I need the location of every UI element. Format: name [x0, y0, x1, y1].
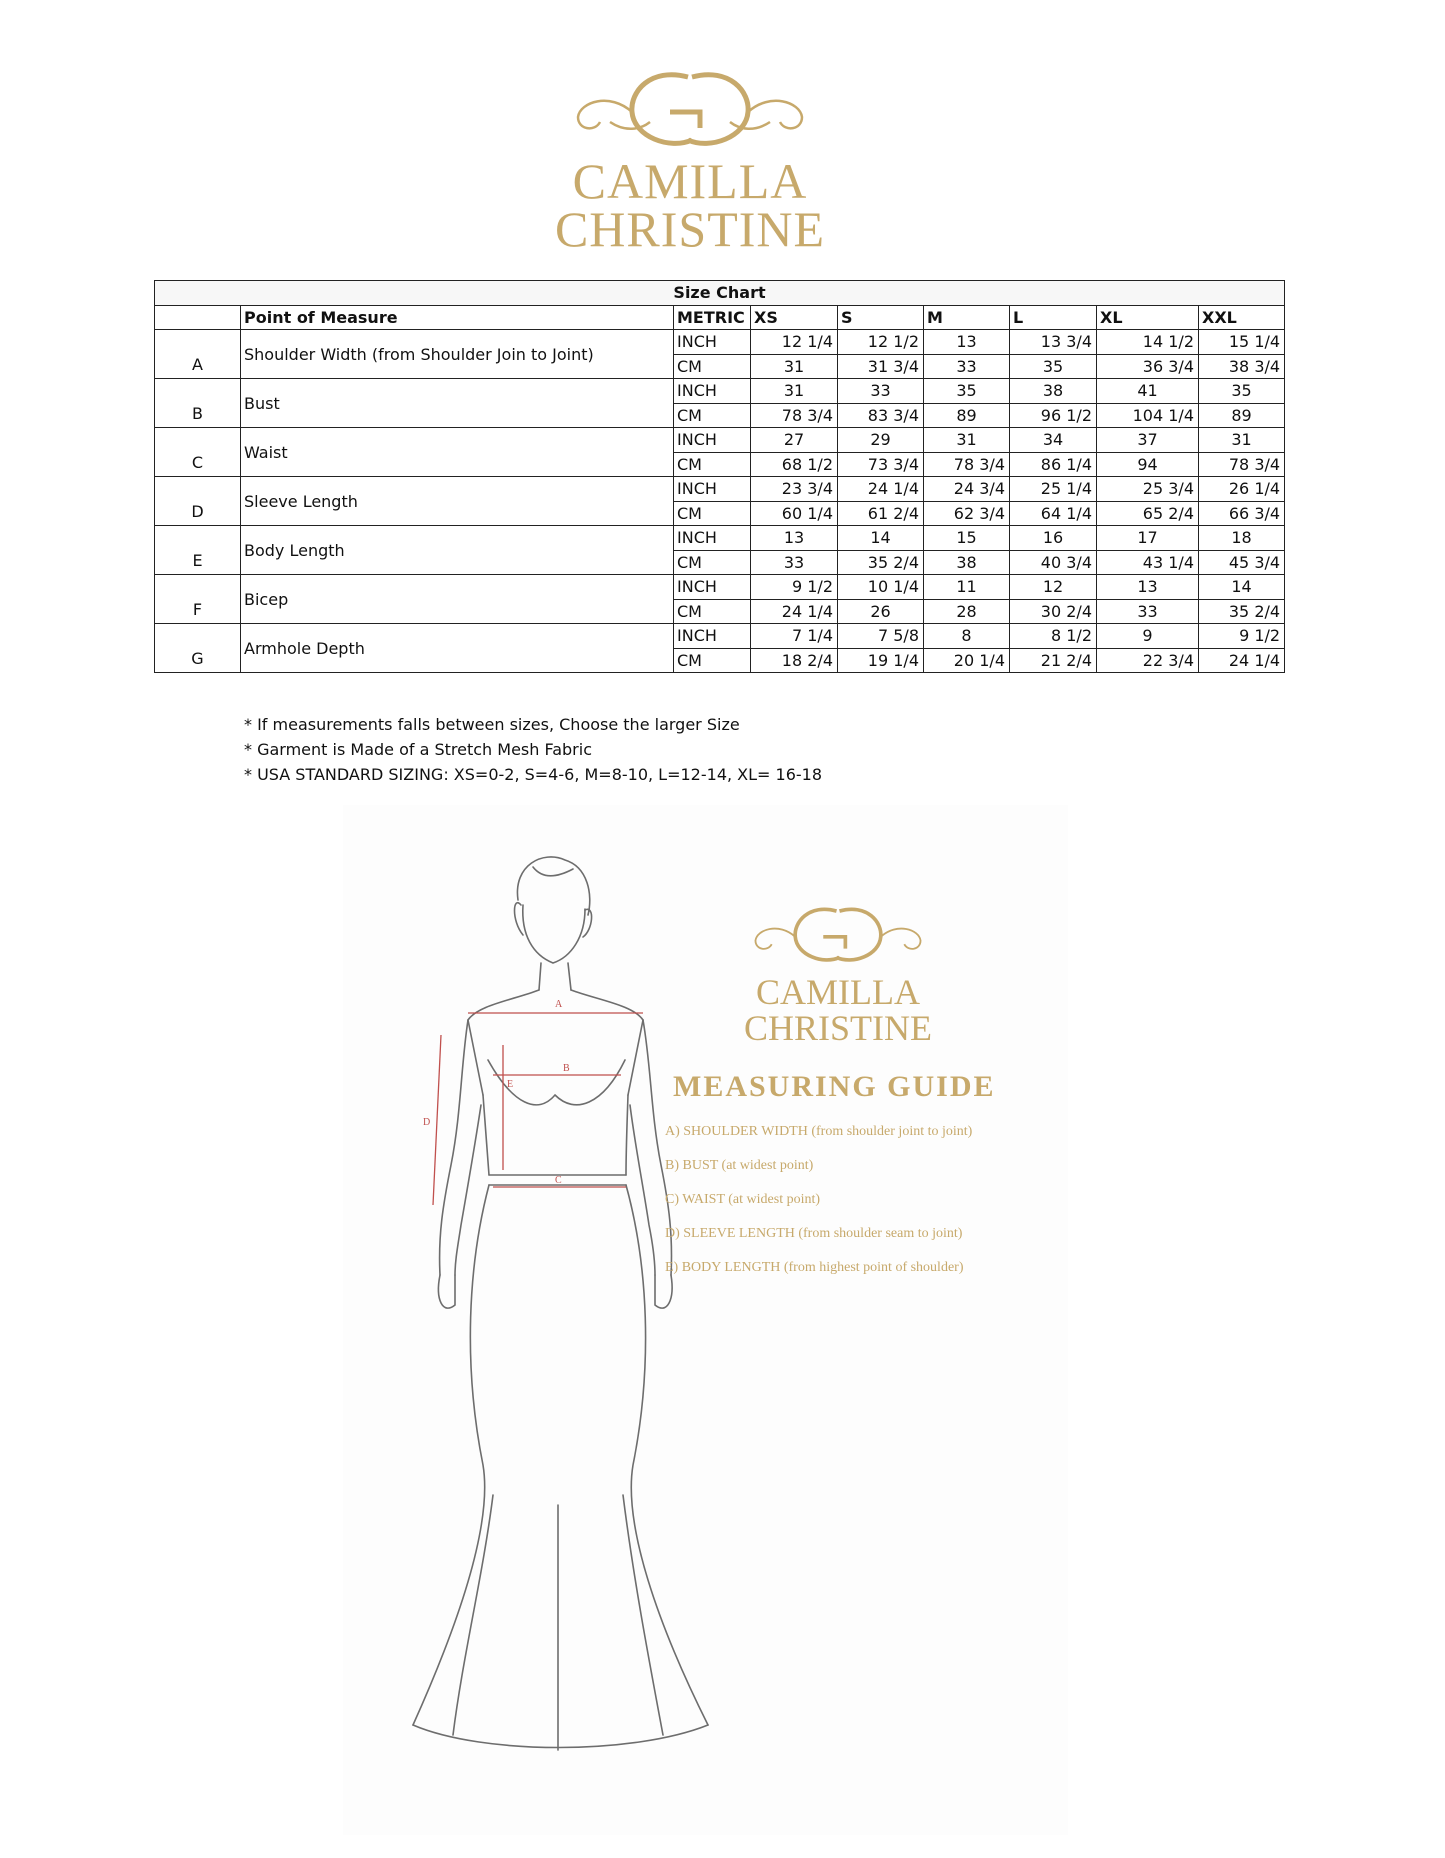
- size-value-cell: 38 3/4: [1199, 354, 1285, 379]
- size-value-cell: 12 1/4: [751, 330, 838, 355]
- measure-name: Body Length: [241, 526, 674, 575]
- size-value-cell: 60 1/4: [751, 501, 838, 526]
- size-value-cell: 23 3/4: [751, 477, 838, 502]
- size-value-cell: 26 1/4: [1199, 477, 1285, 502]
- table-row: [155, 428, 1285, 453]
- measure-name: Waist: [241, 428, 674, 477]
- mark-e: E: [507, 1079, 514, 1090]
- metric-unit: INCH: [674, 575, 751, 600]
- header-metric: METRIC: [674, 305, 751, 330]
- size-value-cell: 35: [1010, 354, 1097, 379]
- size-value-cell: 89: [1199, 403, 1285, 428]
- measure-letter: B: [155, 379, 241, 428]
- measure-name: Shoulder Width (from Shoulder Join to Joint): [241, 330, 674, 379]
- measuring-guide-panel: [343, 805, 1068, 1835]
- mark-d: D: [423, 1117, 431, 1128]
- size-value-cell: 24 1/4: [751, 599, 838, 624]
- size-value-cell: 8: [924, 624, 1010, 649]
- size-value-cell: 64 1/4: [1010, 501, 1097, 526]
- size-value-cell: 36 3/4: [1097, 354, 1199, 379]
- size-value-cell: 24 1/4: [838, 477, 924, 502]
- measure-letter: C: [155, 428, 241, 477]
- size-value-cell: 13: [751, 526, 838, 551]
- size-value-cell: 89: [924, 403, 1010, 428]
- guide-brand-line2: CHRISTINE: [744, 1008, 932, 1048]
- size-value-cell: 35 2/4: [1199, 599, 1285, 624]
- mark-b: B: [563, 1063, 570, 1074]
- size-value-cell: 35: [924, 379, 1010, 404]
- size-value-cell: 28: [924, 599, 1010, 624]
- size-value-cell: 16: [1010, 526, 1097, 551]
- size-value-cell: 22 3/4: [1097, 648, 1199, 673]
- size-value-cell: 9: [1097, 624, 1199, 649]
- size-value-cell: 24 3/4: [924, 477, 1010, 502]
- size-value-cell: 9 1/2: [751, 575, 838, 600]
- size-value-cell: 12: [1010, 575, 1097, 600]
- measure-name: Bicep: [241, 575, 674, 624]
- metric-unit: INCH: [674, 477, 751, 502]
- size-value-cell: 65 2/4: [1097, 501, 1199, 526]
- dress-figure-illustration: [343, 805, 1068, 1835]
- size-value-cell: 33: [751, 550, 838, 575]
- guide-item-body: E) BODY LENGTH (from highest point of shoulder): [665, 1260, 964, 1275]
- size-value-cell: 86 1/4: [1010, 452, 1097, 477]
- metric-unit: CM: [674, 648, 751, 673]
- note-fabric: * Garment is Made of a Stretch Mesh Fabric: [244, 740, 592, 759]
- size-value-cell: 26: [838, 599, 924, 624]
- size-value-cell: 35 2/4: [838, 550, 924, 575]
- size-value-cell: 43 1/4: [1097, 550, 1199, 575]
- size-notes: [244, 712, 822, 787]
- size-value-cell: 13: [924, 330, 1010, 355]
- size-value-cell: 66 3/4: [1199, 501, 1285, 526]
- measure-name: Sleeve Length: [241, 477, 674, 526]
- size-value-cell: 7 5/8: [838, 624, 924, 649]
- metric-unit: CM: [674, 501, 751, 526]
- table-row: [155, 477, 1285, 502]
- note-usa-sizing: * USA STANDARD SIZING: XS=0-2, S=4-6, M=8-10, L=12-14, XL= 16-18: [244, 765, 823, 784]
- guide-item-waist: C) WAIST (at widest point): [665, 1192, 821, 1207]
- guide-item-sleeve: D) SLEEVE LENGTH (from shoulder seam to joint): [665, 1226, 963, 1241]
- size-value-cell: 9 1/2: [1199, 624, 1285, 649]
- metric-unit: CM: [674, 354, 751, 379]
- size-value-cell: 38: [924, 550, 1010, 575]
- size-value-cell: 33: [1097, 599, 1199, 624]
- size-value-cell: 13: [1097, 575, 1199, 600]
- metric-unit: INCH: [674, 428, 751, 453]
- size-value-cell: 104 1/4: [1097, 403, 1199, 428]
- size-value-cell: 30 2/4: [1010, 599, 1097, 624]
- size-value-cell: 31: [1199, 428, 1285, 453]
- size-value-cell: 73 3/4: [838, 452, 924, 477]
- size-value-cell: 15 1/4: [1199, 330, 1285, 355]
- size-value-cell: 78 3/4: [924, 452, 1010, 477]
- size-value-cell: 18: [1199, 526, 1285, 551]
- brand-name-line1: CAMILLA: [572, 153, 808, 209]
- size-value-cell: 29: [838, 428, 924, 453]
- size-value-cell: 38: [1010, 379, 1097, 404]
- note-larger-size: * If measurements falls between sizes, Choose the larger Size: [244, 715, 740, 734]
- metric-unit: INCH: [674, 330, 751, 355]
- measure-letter: D: [155, 477, 241, 526]
- guide-item-bust: B) BUST (at widest point): [665, 1158, 814, 1173]
- metric-unit: CM: [674, 599, 751, 624]
- size-value-cell: 83 3/4: [838, 403, 924, 428]
- metric-unit: CM: [674, 550, 751, 575]
- table-row: [155, 624, 1285, 649]
- metric-unit: CM: [674, 452, 751, 477]
- size-value-cell: 14: [838, 526, 924, 551]
- table-row: [155, 526, 1285, 551]
- table-row: [155, 379, 1285, 404]
- size-value-cell: 17: [1097, 526, 1199, 551]
- size-value-cell: 14: [1199, 575, 1285, 600]
- size-value-cell: 31: [751, 354, 838, 379]
- size-value-cell: 45 3/4: [1199, 550, 1285, 575]
- size-value-cell: 27: [751, 428, 838, 453]
- measure-letter: E: [155, 526, 241, 575]
- measure-name: Armhole Depth: [241, 624, 674, 673]
- measuring-guide-title: MEASURING GUIDE: [673, 1070, 996, 1103]
- monogram-logo-icon: [570, 62, 810, 157]
- size-value-cell: 34: [1010, 428, 1097, 453]
- size-value-cell: 12 1/2: [838, 330, 924, 355]
- size-value-cell: 21 2/4: [1010, 648, 1097, 673]
- measuring-guide-list: [665, 1115, 972, 1285]
- header-l: L: [1010, 305, 1097, 330]
- brand-logo: [540, 62, 840, 262]
- guide-brand-line1: CAMILLA: [756, 972, 920, 1012]
- size-value-cell: 20 1/4: [924, 648, 1010, 673]
- metric-unit: INCH: [674, 379, 751, 404]
- measure-letter: G: [155, 624, 241, 673]
- header-s: S: [838, 305, 924, 330]
- size-value-cell: 8 1/2: [1010, 624, 1097, 649]
- size-value-cell: 33: [924, 354, 1010, 379]
- size-value-cell: 40 3/4: [1010, 550, 1097, 575]
- size-value-cell: 19 1/4: [838, 648, 924, 673]
- mark-a: A: [555, 999, 563, 1010]
- size-value-cell: 37: [1097, 428, 1199, 453]
- header-m: M: [924, 305, 1010, 330]
- header-letter: [155, 305, 241, 330]
- size-value-cell: 24 1/4: [1199, 648, 1285, 673]
- measure-letter: F: [155, 575, 241, 624]
- header-xl: XL: [1097, 305, 1199, 330]
- size-value-cell: 35: [1199, 379, 1285, 404]
- size-value-cell: 15: [924, 526, 1010, 551]
- size-value-cell: 68 1/2: [751, 452, 838, 477]
- size-value-cell: 96 1/2: [1010, 403, 1097, 428]
- table-title: Size Chart: [155, 281, 1285, 306]
- size-value-cell: 7 1/4: [751, 624, 838, 649]
- measure-letter: A: [155, 330, 241, 379]
- brand-name-line2: CHRISTINE: [554, 201, 826, 257]
- size-value-cell: 31: [924, 428, 1010, 453]
- guide-item-shoulder: A) SHOULDER WIDTH (from shoulder joint to joint): [665, 1124, 973, 1139]
- size-value-cell: 11: [924, 575, 1010, 600]
- measure-name: Bust: [241, 379, 674, 428]
- header-point-of-measure: Point of Measure: [241, 305, 674, 330]
- guide-brand-logo: [723, 900, 953, 1046]
- table-row: [155, 575, 1285, 600]
- size-value-cell: 31 3/4: [838, 354, 924, 379]
- metric-unit: INCH: [674, 526, 751, 551]
- size-value-cell: 41: [1097, 379, 1199, 404]
- table-header-row: [155, 305, 1285, 330]
- size-value-cell: 14 1/2: [1097, 330, 1199, 355]
- mark-c: C: [555, 1175, 562, 1186]
- metric-unit: CM: [674, 403, 751, 428]
- size-value-cell: 33: [838, 379, 924, 404]
- size-value-cell: 61 2/4: [838, 501, 924, 526]
- size-value-cell: 13 3/4: [1010, 330, 1097, 355]
- size-value-cell: 18 2/4: [751, 648, 838, 673]
- size-value-cell: 78 3/4: [1199, 452, 1285, 477]
- size-value-cell: 25 3/4: [1097, 477, 1199, 502]
- size-value-cell: 94: [1097, 452, 1199, 477]
- header-xs: XS: [751, 305, 838, 330]
- size-value-cell: 62 3/4: [924, 501, 1010, 526]
- size-value-cell: 10 1/4: [838, 575, 924, 600]
- metric-unit: INCH: [674, 624, 751, 649]
- table-row: [155, 330, 1285, 355]
- monogram-logo-icon: [748, 900, 928, 970]
- size-value-cell: 25 1/4: [1010, 477, 1097, 502]
- header-xxl: XXL: [1199, 305, 1285, 330]
- size-value-cell: 31: [751, 379, 838, 404]
- size-chart-table: [154, 280, 1285, 673]
- size-value-cell: 78 3/4: [751, 403, 838, 428]
